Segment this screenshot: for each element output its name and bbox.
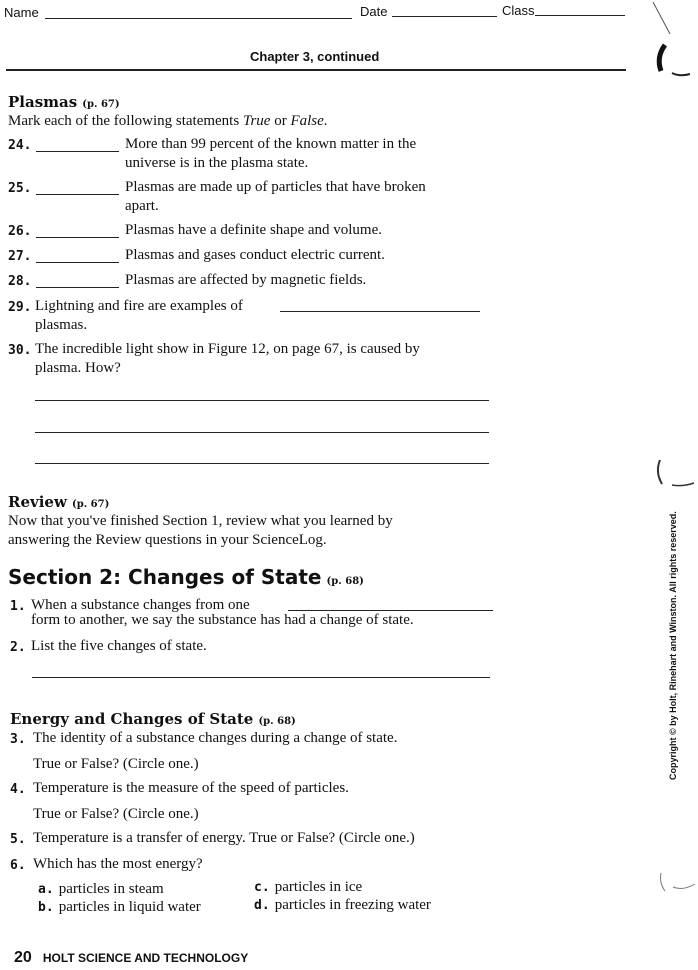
question-text: The incredible light show in Figure 12, on page 67, is caused by [35, 341, 420, 357]
instruction-false: False [290, 113, 324, 129]
answer-line-3[interactable] [35, 463, 489, 464]
energy-title: Energy and Changes of State [10, 710, 254, 728]
plasmas-heading [8, 92, 120, 111]
section2-title: Section 2: Changes of State [8, 565, 322, 589]
answer-blank[interactable] [36, 287, 119, 288]
answer-line-1[interactable] [35, 400, 489, 401]
review-text: Now that you've finished Section 1, review what you learned by [8, 513, 393, 529]
statement-text: Plasmas are made up of particles that have broken [125, 179, 426, 195]
choice-text: particles in liquid water [58, 899, 201, 915]
publisher: HOLT SCIENCE AND TECHNOLOGY [42, 951, 249, 965]
instruction-text: Mark each of the following statements [8, 113, 243, 129]
true-false-prompt[interactable]: True or False? (Circle one.) [33, 806, 199, 822]
statement-number: 25. [8, 181, 32, 196]
question-number: 30. [8, 343, 32, 358]
statement-text: More than 99 percent of the known matter in the [125, 136, 417, 152]
question-text: Which has the most energy? [33, 856, 203, 872]
statement-text-cont: universe is in the plasma state. [125, 155, 309, 171]
question-text: Temperature is the measure of the speed of particles. [33, 780, 349, 796]
date-label: Date [360, 4, 388, 19]
footer [14, 947, 248, 967]
choice-letter: a. [38, 882, 54, 897]
choice-letter: b. [38, 900, 54, 915]
question-text: List the five changes of state. [31, 638, 207, 654]
name-field[interactable] [45, 18, 352, 19]
section2-page-ref: (p. 68) [326, 576, 364, 587]
choice-d[interactable] [254, 894, 431, 915]
question-text: The identity of a substance changes during a change of state. [33, 730, 398, 746]
answer-line-2[interactable] [35, 432, 489, 433]
statement-number: 24. [8, 138, 32, 153]
choice-b[interactable] [38, 896, 201, 917]
question-number: 3. [10, 732, 26, 747]
statement-text: Plasmas and gases conduct electric current. [125, 247, 385, 263]
section2-heading [8, 565, 364, 589]
plasmas-instruction [8, 112, 328, 131]
statement-number: 26. [8, 224, 32, 239]
review-title: Review [8, 493, 67, 511]
statement-number: 27. [8, 249, 32, 264]
answer-blank[interactable] [280, 311, 480, 312]
answer-line-changes[interactable] [32, 677, 490, 678]
question-text[interactable]: Temperature is a transfer of energy. True or False? (Circle one.) [33, 830, 415, 846]
statement-text: Plasmas are affected by magnetic fields. [125, 272, 367, 288]
choice-text: particles in steam [58, 881, 164, 897]
question-text: Lightning and fire are examples of [35, 298, 243, 314]
binder-hole-mark-middle [650, 455, 698, 495]
review-text-cont: answering the Review questions in your ScienceLog. [8, 532, 327, 548]
question-text-cont: plasma. How? [35, 360, 121, 376]
answer-blank[interactable] [36, 237, 119, 238]
answer-blank[interactable] [36, 262, 119, 263]
question-text-cont: plasmas. [35, 317, 88, 333]
plasmas-page-ref: (p. 67) [82, 99, 120, 110]
question-number: 5. [10, 832, 26, 847]
question-text-cont: form to another, we say the substance has had a change of state. [31, 612, 414, 628]
answer-blank[interactable] [36, 151, 119, 152]
date-field[interactable] [392, 16, 497, 17]
instruction-end: . [323, 113, 328, 129]
review-heading [8, 492, 109, 511]
choice-text: particles in ice [274, 879, 363, 895]
question-number: 4. [10, 782, 26, 797]
choice-letter: c. [254, 880, 270, 895]
answer-blank[interactable] [36, 194, 119, 195]
question-number: 2. [10, 640, 26, 655]
header [0, 0, 698, 80]
instruction-true: True [242, 113, 271, 129]
binder-hole-mark-top [648, 0, 698, 90]
class-label: Class [502, 3, 535, 18]
class-field[interactable] [535, 15, 625, 16]
binder-hole-mark-bottom [655, 865, 698, 905]
energy-page-ref: (p. 68) [258, 716, 296, 727]
name-label: Name [4, 5, 39, 20]
chapter-title: Chapter 3, continued [250, 49, 380, 64]
statement-text-cont: apart. [125, 198, 159, 214]
statement-text: Plasmas have a definite shape and volume. [125, 222, 383, 238]
review-page-ref: (p. 67) [71, 499, 110, 510]
page-number: 20 [14, 949, 32, 966]
instruction-or: or [270, 113, 291, 129]
statement-number: 28. [8, 274, 32, 289]
question-number: 29. [8, 300, 32, 315]
choice-letter: d. [254, 898, 270, 913]
copyright-notice: Copyright © by Holt, Rinehart and Winston. All rights reserved. [668, 511, 678, 780]
plasmas-title: Plasmas [8, 93, 78, 111]
question-number: 1. [10, 599, 26, 614]
question-text: When a substance changes from one [31, 597, 250, 613]
true-false-prompt[interactable]: True or False? (Circle one.) [33, 756, 199, 772]
energy-heading [10, 709, 296, 728]
question-number: 6. [10, 858, 26, 873]
header-rule [6, 69, 626, 71]
choice-text: particles in freezing water [274, 897, 431, 913]
